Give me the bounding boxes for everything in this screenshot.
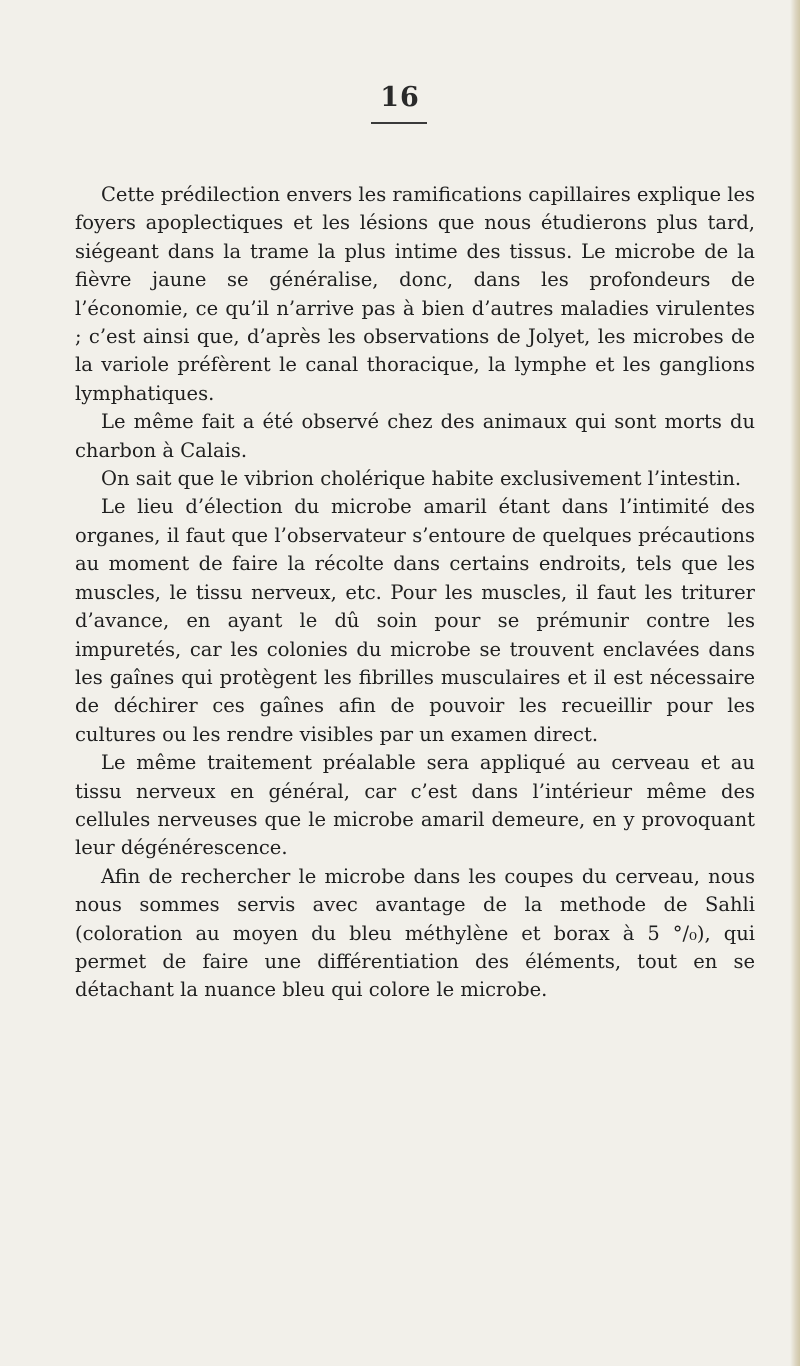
paragraph-3: On sait que le vibrion cholérique habite exclusivement l’intestin. bbox=[101, 467, 742, 491]
page-number-rule bbox=[371, 122, 427, 124]
page-number: 16 bbox=[380, 82, 420, 113]
paragraph-1: Cette prédilection envers les ramifications capillaires explique les foyers apoplectiques et les lésions que nous étudierons plus tard, siégeant dans la trame la plus intime des tissus. Le microbe de la fièvre jaune se généralise, donc, dans les profondeurs de l’économie, ce qu’il n’arrive pas à bien d’autres maladies virulentes ; c’est ainsi que, d’après les observations de Jolyet, les microbes de la variole préfèrent le canal thoracique, la lymphe et les ganglions lymphatiques. bbox=[75, 183, 755, 405]
page-body-text bbox=[75, 181, 755, 1005]
paragraph-6: Afin de rechercher le microbe dans les coupes du cerveau, nous nous sommes servis avec avantage de la methode de Sahli (coloration au moyen du bleu méthylène et borax à 5 °/₀), qui permet de faire une différentiation des éléments, tout en se détachant la nuance bleu qui colore le microbe. bbox=[75, 864, 755, 1002]
paragraph-5: Le même traitement préalable sera appliqué au cerveau et au tissu nerveux en général, car c’est dans l’intérieur même des cellules nerveuses que le microbe amaril demeure, en y provoquant leur dégénérescence. bbox=[75, 751, 755, 860]
paragraph-4: Le lieu d’élection du microbe amaril étant dans l’intimité des organes, il faut que l’observateur s’entoure de quelques précautions au moment de faire la récolte dans certains endroits, tels que les muscles, le tissu nerveux, etc. Pour les muscles, il faut les triturer d’avance, en ayant le dû soin pour se prémunir contre les impuretés, car les colonies du microbe se trouvent enclavées dans les gaînes qui protègent les fibrilles musculaires et il est nécessaire de déchirer ces gaînes afin de pouvoir les recueillir pour les cultures ou les rendre visibles par un examen direct. bbox=[75, 495, 755, 746]
page-edge-shadow bbox=[790, 0, 800, 1366]
paragraph-2: Le même fait a été observé chez des animaux qui sont morts du charbon à Calais. bbox=[75, 410, 755, 462]
